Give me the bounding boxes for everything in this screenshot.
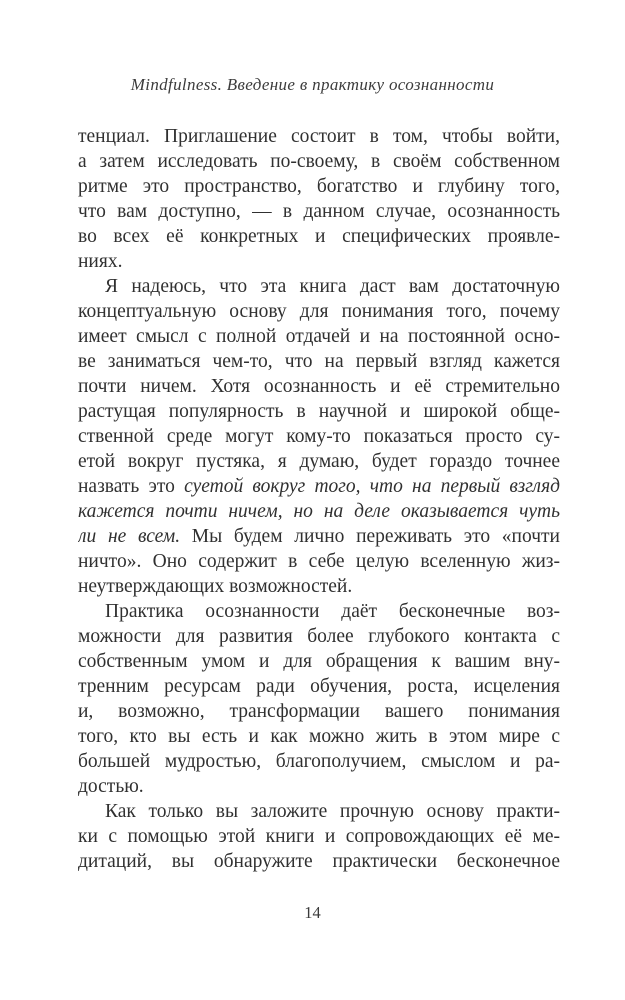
text-run: назвать это — [78, 476, 185, 497]
text-run: ничто». Оно содержит в себе целую вселенную жиз- — [78, 551, 560, 572]
text-run: почти ничем. Хотя осознанность и её стремительно — [78, 376, 560, 397]
text-run: тенциал. Приглашение состоит в том, чтобы войти, — [78, 126, 560, 147]
text-run: можности для развития более глубокого контакта с — [78, 626, 560, 647]
text-line — [78, 849, 560, 874]
text-line — [78, 299, 560, 324]
text-line — [78, 399, 560, 424]
text-line — [78, 224, 560, 249]
text-run: ственной среде могут кому-то показаться просто су- — [78, 426, 560, 447]
text-run: растущая популярность в научной и широкой обще- — [78, 401, 560, 422]
text-line — [78, 699, 560, 724]
text-run: ритме это пространство, богатство и глубину того, — [78, 176, 560, 197]
text-run: тренним ресурсам ради обучения, роста, исцеления — [78, 676, 560, 697]
text-line — [78, 549, 560, 574]
text-run: и, возможно, трансформации вашего понимания — [78, 701, 560, 722]
text-run: дитаций, вы обнаружите практически бесконечное — [78, 851, 560, 872]
emphasized-text-run: суетой вокруг того, что на первый взгляд — [184, 476, 560, 497]
text-run: Мы будем лично переживать это «почти — [180, 526, 560, 547]
text-line — [78, 449, 560, 474]
text-run: ве заниматься чем-то, что на первый взгляд кажется — [78, 351, 560, 372]
text-run: того, кто вы есть и как можно жить в этом мире с — [78, 726, 560, 747]
text-run: что вам доступно, — в данном случае, осознанность — [78, 201, 560, 222]
text-line — [78, 424, 560, 449]
text-line — [78, 649, 560, 674]
text-line — [78, 374, 560, 399]
text-line — [78, 749, 560, 774]
text-run: концептуальную основу для понимания того, почему — [78, 301, 560, 322]
text-run: Как только вы заложите прочную основу практи- — [105, 801, 560, 822]
text-run: большей мудростью, благополучием, смыслом и ра- — [78, 751, 560, 772]
text-line — [78, 774, 560, 799]
text-line — [78, 149, 560, 174]
text-line — [78, 574, 560, 599]
text-run: Практика осознанности даёт бесконечные воз- — [105, 601, 560, 622]
running-title: Mindfulness. Введение в практику осознанности — [130, 75, 495, 94]
text-line — [78, 799, 560, 824]
text-line — [78, 274, 560, 299]
text-line — [78, 199, 560, 224]
text-run: во всех её конкретных и специфических проявле- — [78, 226, 560, 247]
text-run: неутверждающих возможностей. — [78, 576, 353, 597]
page-number: 14 — [304, 903, 321, 922]
text-line — [78, 624, 560, 649]
text-line — [78, 249, 560, 274]
page-text — [78, 124, 560, 874]
text-run: а затем исследовать по-своему, в своём собственном — [78, 151, 560, 172]
text-run: етой вокруг пустяка, я думаю, будет гораздо точнее — [78, 451, 560, 472]
text-line — [78, 599, 560, 624]
text-run: собственным умом и для обращения к вашим вну- — [78, 651, 560, 672]
text-line — [78, 499, 560, 524]
text-line — [78, 474, 560, 499]
text-run: Я надеюсь, что эта книга даст вам достаточную — [105, 276, 560, 297]
emphasized-text-run: ли не всем. — [78, 526, 181, 547]
text-line — [78, 124, 560, 149]
text-line — [78, 349, 560, 374]
text-run: ки с помощью этой книги и сопровождающих её ме- — [78, 826, 560, 847]
text-run: достью. — [78, 776, 144, 797]
text-line — [78, 724, 560, 749]
text-line — [78, 674, 560, 699]
text-line — [78, 174, 560, 199]
text-line — [78, 824, 560, 849]
text-line — [78, 524, 560, 549]
emphasized-text-run: кажется почти ничем, но на деле оказывается чуть — [78, 501, 560, 522]
text-run: имеет смысл с полной отдачей и на постоянной осно- — [78, 326, 560, 347]
text-line — [78, 324, 560, 349]
text-run: ниях. — [78, 251, 123, 272]
